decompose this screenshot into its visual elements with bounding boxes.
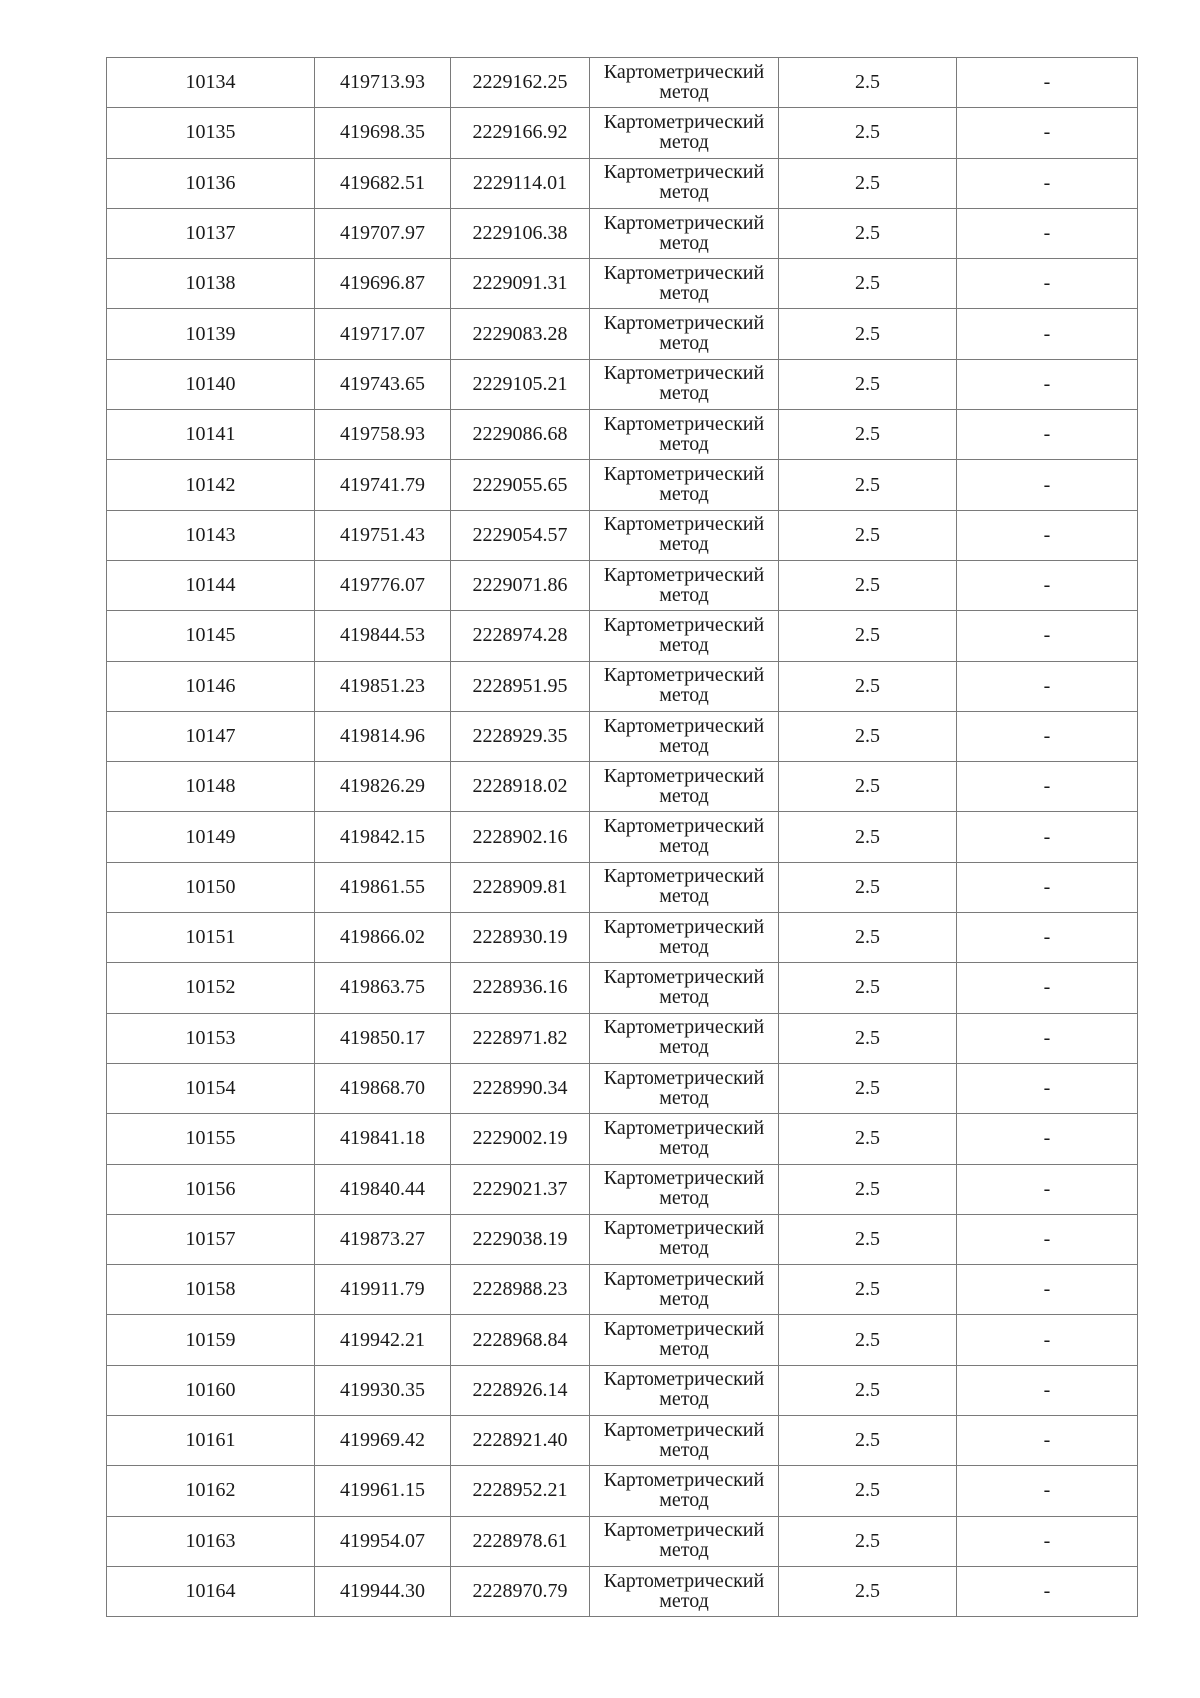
method-cell (590, 359, 779, 409)
table-row (107, 510, 1138, 560)
point-number-cell: 10162 (107, 1466, 315, 1516)
coordinate-y-cell: 2229162.25 (451, 58, 590, 108)
point-number-cell: 10145 (107, 611, 315, 661)
coordinate-y-cell: 2229083.28 (451, 309, 590, 359)
method-label-line2: метод (659, 382, 709, 405)
note-cell: - (957, 661, 1138, 711)
accuracy-cell: 2.5 (779, 1214, 957, 1264)
note-cell: - (957, 108, 1138, 158)
accuracy-cell: 2.5 (779, 460, 957, 510)
method-label-line1: Картометрический (603, 513, 765, 536)
method-label-line1: Картометрический (603, 1418, 765, 1441)
accuracy-cell: 2.5 (779, 259, 957, 309)
method-label-line2: метод (659, 130, 709, 153)
coordinate-y-cell: 2228936.16 (451, 963, 590, 1013)
point-number-cell: 10134 (107, 58, 315, 108)
coordinate-x-cell: 419842.15 (315, 812, 451, 862)
method-label-line2: метод (659, 835, 709, 858)
method-label-line2: метод (659, 231, 709, 254)
point-number-cell: 10163 (107, 1516, 315, 1566)
method-cell (590, 812, 779, 862)
note-cell: - (957, 208, 1138, 258)
point-number-cell: 10137 (107, 208, 315, 258)
table-row (107, 158, 1138, 208)
method-label-line1: Картометрический (603, 1569, 765, 1592)
coordinate-y-cell: 2228909.81 (451, 862, 590, 912)
accuracy-cell: 2.5 (779, 963, 957, 1013)
method-label-line1: Картометрический (603, 312, 765, 335)
point-number-cell: 10151 (107, 913, 315, 963)
method-label-line2: метод (659, 784, 709, 807)
method-label-line2: метод (659, 483, 709, 506)
point-number-cell: 10136 (107, 158, 315, 208)
accuracy-cell: 2.5 (779, 661, 957, 711)
method-label-line2: метод (659, 985, 709, 1008)
note-cell: - (957, 510, 1138, 560)
table-row (107, 1214, 1138, 1264)
coordinate-x-cell: 419776.07 (315, 560, 451, 610)
table-row (107, 611, 1138, 661)
method-label-line1: Картометрический (603, 1217, 765, 1240)
point-number-cell: 10156 (107, 1164, 315, 1214)
point-number-cell: 10158 (107, 1265, 315, 1315)
method-cell (590, 108, 779, 158)
point-number-cell: 10150 (107, 862, 315, 912)
accuracy-cell: 2.5 (779, 510, 957, 560)
coordinate-y-cell: 2229021.37 (451, 1164, 590, 1214)
method-cell (590, 1265, 779, 1315)
note-cell: - (957, 58, 1138, 108)
note-cell: - (957, 711, 1138, 761)
method-label-line1: Картометрический (603, 362, 765, 385)
point-number-cell: 10142 (107, 460, 315, 510)
table-row (107, 1063, 1138, 1113)
coordinate-y-cell: 2228952.21 (451, 1466, 590, 1516)
point-number-cell: 10139 (107, 309, 315, 359)
note-cell: - (957, 1063, 1138, 1113)
method-label-line2: метод (659, 1287, 709, 1310)
method-label-line1: Картометрический (603, 664, 765, 687)
method-label-line1: Картометрический (603, 1368, 765, 1391)
point-number-cell: 10157 (107, 1214, 315, 1264)
method-label-line2: метод (659, 1338, 709, 1361)
coordinate-y-cell: 2229106.38 (451, 208, 590, 258)
method-label-line1: Картометрический (603, 815, 765, 838)
coordinate-x-cell: 419944.30 (315, 1566, 451, 1616)
note-cell: - (957, 259, 1138, 309)
accuracy-cell: 2.5 (779, 108, 957, 158)
method-cell (590, 560, 779, 610)
coordinate-x-cell: 419969.42 (315, 1416, 451, 1466)
note-cell: - (957, 410, 1138, 460)
coordinate-x-cell: 419863.75 (315, 963, 451, 1013)
note-cell: - (957, 862, 1138, 912)
coordinate-x-cell: 419861.55 (315, 862, 451, 912)
method-cell (590, 460, 779, 510)
note-cell: - (957, 1416, 1138, 1466)
method-cell (590, 158, 779, 208)
method-cell (590, 611, 779, 661)
note-cell: - (957, 359, 1138, 409)
method-cell (590, 1466, 779, 1516)
method-label-line1: Картометрический (603, 764, 765, 787)
coordinate-y-cell: 2228971.82 (451, 1013, 590, 1063)
coordinate-y-cell: 2228918.02 (451, 762, 590, 812)
method-label-line1: Картометрический (603, 1318, 765, 1341)
accuracy-cell: 2.5 (779, 208, 957, 258)
point-number-cell: 10153 (107, 1013, 315, 1063)
coordinate-y-cell: 2229166.92 (451, 108, 590, 158)
coordinate-x-cell: 419850.17 (315, 1013, 451, 1063)
accuracy-cell: 2.5 (779, 1265, 957, 1315)
coordinate-x-cell: 419743.65 (315, 359, 451, 409)
coordinate-y-cell: 2229086.68 (451, 410, 590, 460)
method-label-line2: метод (659, 1237, 709, 1260)
method-cell (590, 1416, 779, 1466)
method-label-line2: метод (659, 1136, 709, 1159)
coordinate-y-cell: 2228921.40 (451, 1416, 590, 1466)
table-row (107, 661, 1138, 711)
accuracy-cell: 2.5 (779, 1365, 957, 1415)
table-row (107, 1315, 1138, 1365)
method-label-line2: метод (659, 1086, 709, 1109)
method-label-line1: Картометрический (603, 563, 765, 586)
coordinate-y-cell: 2228974.28 (451, 611, 590, 661)
table-row (107, 560, 1138, 610)
table-row (107, 913, 1138, 963)
table-row (107, 58, 1138, 108)
note-cell: - (957, 812, 1138, 862)
method-cell (590, 1063, 779, 1113)
coordinate-y-cell: 2228970.79 (451, 1566, 590, 1616)
method-label-line1: Картометрический (603, 110, 765, 133)
method-cell (590, 259, 779, 309)
method-label-line1: Картометрический (603, 613, 765, 636)
coordinate-y-cell: 2228978.61 (451, 1516, 590, 1566)
method-cell (590, 913, 779, 963)
method-cell (590, 711, 779, 761)
table-row (107, 359, 1138, 409)
coordinate-x-cell: 419713.93 (315, 58, 451, 108)
note-cell: - (957, 762, 1138, 812)
coordinate-y-cell: 2229038.19 (451, 1214, 590, 1264)
point-number-cell: 10149 (107, 812, 315, 862)
method-label-line2: метод (659, 432, 709, 455)
note-cell: - (957, 1013, 1138, 1063)
accuracy-cell: 2.5 (779, 1416, 957, 1466)
coordinate-x-cell: 419696.87 (315, 259, 451, 309)
method-label-line1: Картометрический (603, 1016, 765, 1039)
coordinate-x-cell: 419961.15 (315, 1466, 451, 1516)
table-row (107, 762, 1138, 812)
note-cell: - (957, 158, 1138, 208)
table-row (107, 1566, 1138, 1616)
note-cell: - (957, 1315, 1138, 1365)
coordinate-x-cell: 419741.79 (315, 460, 451, 510)
table-row (107, 1265, 1138, 1315)
coordinate-x-cell: 419942.21 (315, 1315, 451, 1365)
method-label-line1: Картометрический (603, 1519, 765, 1542)
coordinate-x-cell: 419911.79 (315, 1265, 451, 1315)
table-row (107, 309, 1138, 359)
coordinate-x-cell: 419826.29 (315, 762, 451, 812)
accuracy-cell: 2.5 (779, 1164, 957, 1214)
point-number-cell: 10152 (107, 963, 315, 1013)
method-cell (590, 1365, 779, 1415)
method-label-line2: метод (659, 1539, 709, 1562)
table-row (107, 711, 1138, 761)
accuracy-cell: 2.5 (779, 862, 957, 912)
table-row (107, 460, 1138, 510)
coordinate-x-cell: 419698.35 (315, 108, 451, 158)
note-cell: - (957, 309, 1138, 359)
point-number-cell: 10155 (107, 1114, 315, 1164)
table-row (107, 963, 1138, 1013)
coordinate-y-cell: 2228990.34 (451, 1063, 590, 1113)
table-row (107, 108, 1138, 158)
table-row (107, 812, 1138, 862)
coordinate-x-cell: 419840.44 (315, 1164, 451, 1214)
point-number-cell: 10144 (107, 560, 315, 610)
method-cell (590, 1013, 779, 1063)
note-cell: - (957, 1365, 1138, 1415)
method-label-line2: метод (659, 684, 709, 707)
coordinate-y-cell: 2229091.31 (451, 259, 590, 309)
accuracy-cell: 2.5 (779, 1516, 957, 1566)
table-row (107, 1013, 1138, 1063)
coordinate-y-cell: 2228951.95 (451, 661, 590, 711)
accuracy-cell: 2.5 (779, 1315, 957, 1365)
point-number-cell: 10146 (107, 661, 315, 711)
table-row (107, 1516, 1138, 1566)
method-cell (590, 309, 779, 359)
coordinate-x-cell: 419841.18 (315, 1114, 451, 1164)
method-label-line1: Картометрический (603, 412, 765, 435)
note-cell: - (957, 1114, 1138, 1164)
note-cell: - (957, 560, 1138, 610)
accuracy-cell: 2.5 (779, 1466, 957, 1516)
method-cell (590, 1214, 779, 1264)
table-row (107, 1114, 1138, 1164)
coordinate-x-cell: 419866.02 (315, 913, 451, 963)
method-label-line1: Картометрический (603, 60, 765, 83)
coordinate-y-cell: 2229105.21 (451, 359, 590, 409)
method-cell (590, 208, 779, 258)
accuracy-cell: 2.5 (779, 913, 957, 963)
table-row (107, 410, 1138, 460)
accuracy-cell: 2.5 (779, 711, 957, 761)
method-label-line2: метод (659, 1388, 709, 1411)
method-cell (590, 1315, 779, 1365)
coordinate-x-cell: 419868.70 (315, 1063, 451, 1113)
coordinate-x-cell: 419707.97 (315, 208, 451, 258)
point-number-cell: 10143 (107, 510, 315, 560)
method-label-line2: метод (659, 181, 709, 204)
method-cell (590, 510, 779, 560)
method-cell (590, 963, 779, 1013)
method-label-line2: метод (659, 734, 709, 757)
coordinate-y-cell: 2228929.35 (451, 711, 590, 761)
table-row (107, 1365, 1138, 1415)
point-number-cell: 10147 (107, 711, 315, 761)
method-label-line2: метод (659, 935, 709, 958)
note-cell: - (957, 1164, 1138, 1214)
method-cell (590, 762, 779, 812)
point-number-cell: 10148 (107, 762, 315, 812)
method-label-line1: Картометрический (603, 463, 765, 486)
accuracy-cell: 2.5 (779, 359, 957, 409)
method-label-line2: метод (659, 885, 709, 908)
point-number-cell: 10154 (107, 1063, 315, 1113)
method-cell (590, 1114, 779, 1164)
coordinate-x-cell: 419954.07 (315, 1516, 451, 1566)
method-label-line1: Картометрический (603, 211, 765, 234)
method-label-line2: метод (659, 633, 709, 656)
coordinate-x-cell: 419930.35 (315, 1365, 451, 1415)
coordinate-y-cell: 2228988.23 (451, 1265, 590, 1315)
accuracy-cell: 2.5 (779, 158, 957, 208)
accuracy-cell: 2.5 (779, 812, 957, 862)
method-label-line1: Картометрический (603, 261, 765, 284)
coordinate-y-cell: 2229071.86 (451, 560, 590, 610)
note-cell: - (957, 460, 1138, 510)
accuracy-cell: 2.5 (779, 560, 957, 610)
table-row (107, 208, 1138, 258)
coordinate-y-cell: 2228902.16 (451, 812, 590, 862)
note-cell: - (957, 963, 1138, 1013)
method-label-line2: метод (659, 1438, 709, 1461)
method-cell (590, 58, 779, 108)
method-label-line2: метод (659, 332, 709, 355)
point-number-cell: 10141 (107, 410, 315, 460)
point-number-cell: 10160 (107, 1365, 315, 1415)
accuracy-cell: 2.5 (779, 762, 957, 812)
table-row (107, 862, 1138, 912)
accuracy-cell: 2.5 (779, 1013, 957, 1063)
method-label-line2: метод (659, 533, 709, 556)
method-cell (590, 1566, 779, 1616)
accuracy-cell: 2.5 (779, 58, 957, 108)
method-cell (590, 1516, 779, 1566)
method-label-line1: Картометрический (603, 1116, 765, 1139)
table-row (107, 259, 1138, 309)
point-number-cell: 10140 (107, 359, 315, 409)
accuracy-cell: 2.5 (779, 1114, 957, 1164)
coordinate-x-cell: 419873.27 (315, 1214, 451, 1264)
method-label-line2: метод (659, 583, 709, 606)
method-label-line2: метод (659, 80, 709, 103)
accuracy-cell: 2.5 (779, 410, 957, 460)
method-label-line2: метод (659, 1036, 709, 1059)
method-label-line2: метод (659, 1488, 709, 1511)
method-cell (590, 862, 779, 912)
point-number-cell: 10159 (107, 1315, 315, 1365)
method-label-line1: Картометрический (603, 1267, 765, 1290)
method-cell (590, 661, 779, 711)
accuracy-cell: 2.5 (779, 611, 957, 661)
coordinate-x-cell: 419682.51 (315, 158, 451, 208)
coordinate-y-cell: 2228926.14 (451, 1365, 590, 1415)
coordinate-y-cell: 2229114.01 (451, 158, 590, 208)
accuracy-cell: 2.5 (779, 309, 957, 359)
accuracy-cell: 2.5 (779, 1063, 957, 1113)
coordinate-x-cell: 419758.93 (315, 410, 451, 460)
point-number-cell: 10161 (107, 1416, 315, 1466)
point-number-cell: 10135 (107, 108, 315, 158)
coordinate-y-cell: 2229002.19 (451, 1114, 590, 1164)
table-row (107, 1416, 1138, 1466)
coordinate-y-cell: 2229055.65 (451, 460, 590, 510)
method-label-line1: Картометрический (603, 865, 765, 888)
note-cell: - (957, 1566, 1138, 1616)
coordinates-table-body (107, 58, 1138, 1617)
method-label-line1: Картометрический (603, 714, 765, 737)
method-label-line2: метод (659, 1187, 709, 1210)
coordinate-y-cell: 2228968.84 (451, 1315, 590, 1365)
method-label-line2: метод (659, 281, 709, 304)
method-label-line1: Картометрический (603, 915, 765, 938)
coordinate-x-cell: 419717.07 (315, 309, 451, 359)
coordinate-y-cell: 2228930.19 (451, 913, 590, 963)
coordinate-x-cell: 419844.53 (315, 611, 451, 661)
table-row (107, 1466, 1138, 1516)
method-cell (590, 410, 779, 460)
note-cell: - (957, 1265, 1138, 1315)
table-row (107, 1164, 1138, 1214)
note-cell: - (957, 1516, 1138, 1566)
note-cell: - (957, 1466, 1138, 1516)
method-cell (590, 1164, 779, 1214)
method-label-line2: метод (659, 1589, 709, 1612)
coordinate-x-cell: 419814.96 (315, 711, 451, 761)
coordinate-y-cell: 2229054.57 (451, 510, 590, 560)
note-cell: - (957, 913, 1138, 963)
method-label-line1: Картометрический (603, 1167, 765, 1190)
method-label-line1: Картометрический (603, 1066, 765, 1089)
method-label-line1: Картометрический (603, 1468, 765, 1491)
point-number-cell: 10164 (107, 1566, 315, 1616)
method-label-line1: Картометрический (603, 161, 765, 184)
accuracy-cell: 2.5 (779, 1566, 957, 1616)
method-label-line1: Картометрический (603, 965, 765, 988)
point-number-cell: 10138 (107, 259, 315, 309)
note-cell: - (957, 1214, 1138, 1264)
note-cell: - (957, 611, 1138, 661)
coordinate-x-cell: 419751.43 (315, 510, 451, 560)
coordinate-x-cell: 419851.23 (315, 661, 451, 711)
coordinates-table (106, 57, 1138, 1617)
